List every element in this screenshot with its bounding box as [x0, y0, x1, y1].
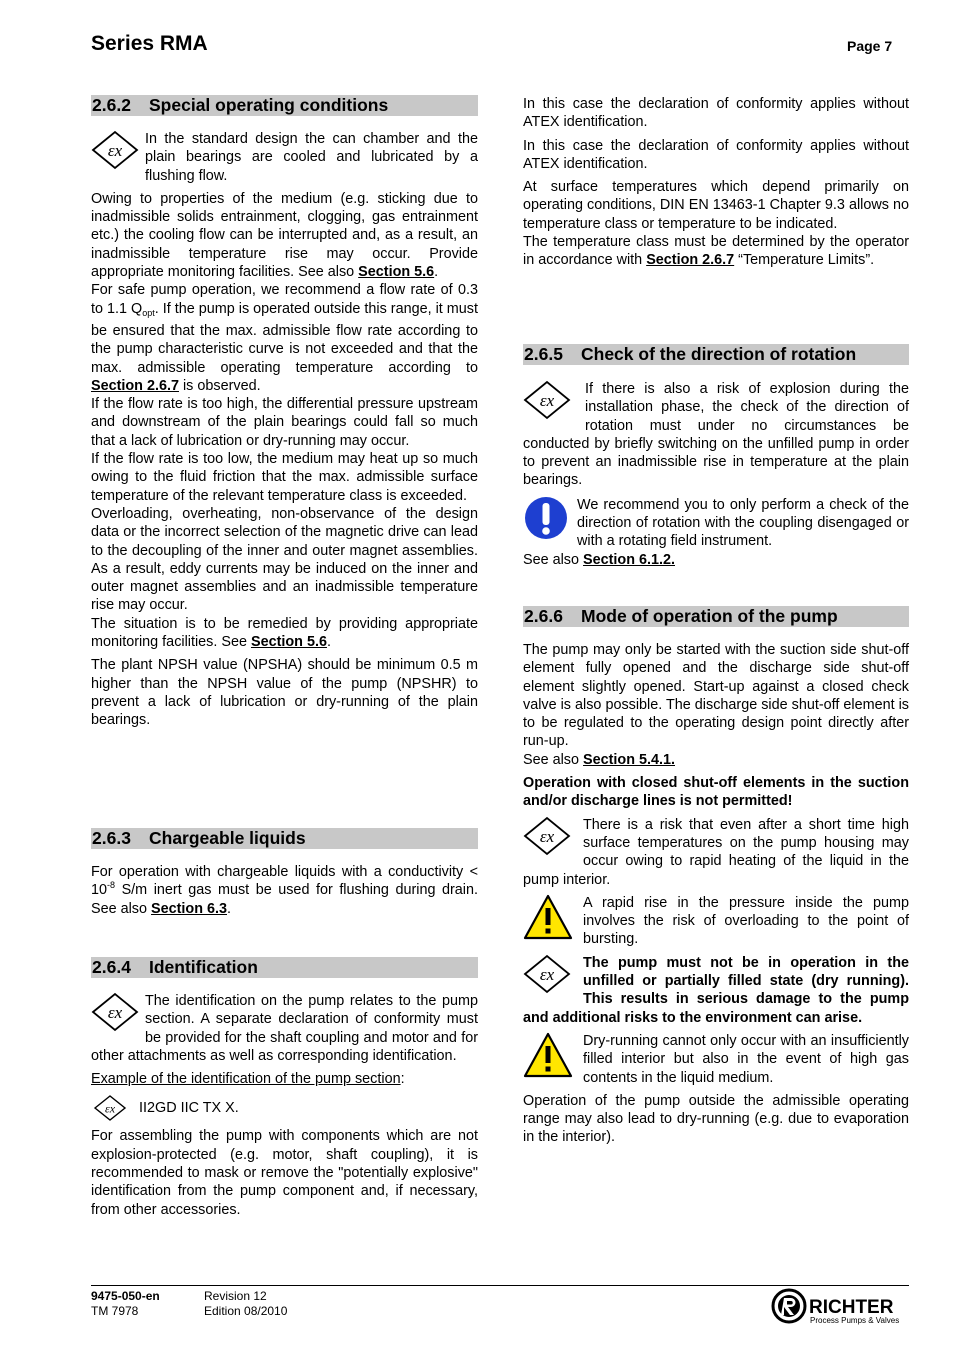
section-heading-2-6-2	[91, 95, 478, 116]
ex-note: The identification on the pump relates to the pump section. A separate declaration of conformity must be provided for the shaft coupling and motor and for other attachments as well as corresponding identification.	[91, 993, 478, 1064]
paragraph: In this case the declaration of conformity applies without ATEX identification.	[523, 96, 909, 131]
section-link[interactable]: Section 6.3	[151, 900, 227, 917]
info-icon	[523, 496, 569, 545]
left-column	[91, 95, 478, 730]
ex-marking: II2GD IIC TX X.	[139, 1100, 239, 1117]
svg-text:εx: εx	[539, 826, 555, 846]
paragraph: At surface temperatures which depend primarily on operating conditions, DIN EN 13463-1 Chapter 9.3 allows no temperature class or temperature to be indicated.	[523, 179, 909, 232]
paragraph: If the flow rate is too low, the medium may heat up so much owing to the fluid friction that the max. admissible surface temperature of the relevant temperature class is exceeded.	[91, 451, 478, 504]
example-label: Example of the identification of the pump section:	[91, 1071, 405, 1088]
paragraph: If the flow rate is too high, the differential pressure upstream and downstream of the plain bearings could fall so much that a lack of lubrication or dry-running may occur.	[91, 396, 478, 449]
section-number: 2.6.6	[524, 606, 563, 626]
section-link[interactable]: Section 5.4.1.	[583, 751, 675, 768]
paragraph: The temperature class must be determined by the operator in accordance with Section 2.6.7 “Temperature Limits”.	[523, 234, 909, 269]
ex-marking-row	[91, 1098, 478, 1122]
paragraph: In this case the declaration of conformity applies without ATEX identification.	[523, 137, 909, 172]
document-number: 9475-050-en	[91, 1289, 160, 1303]
see-also: See also Section 6.1.2.	[523, 551, 675, 568]
logo-tagline: Process Pumps & Valves	[810, 1316, 900, 1325]
footer-revision	[204, 1289, 287, 1318]
svg-text:εx: εx	[539, 391, 555, 410]
svg-text:εx: εx	[539, 964, 555, 984]
section-link[interactable]: Section 2.6.7	[646, 252, 735, 269]
section-link[interactable]: Section 5.6	[358, 264, 435, 281]
ex-note-bold: The pump must not be in operation in the unfilled or partially filled state (dry running). This results in serious damage to the pump and additional risks to the environment can arise.	[523, 954, 909, 1026]
section-number: 2.6.3	[92, 828, 131, 848]
ex-icon	[523, 380, 571, 425]
left-column-3	[91, 957, 478, 1219]
bold-warning-note: Operation with closed shut-off elements in the suction and/or discharge lines is not permitted!	[523, 775, 909, 810]
ex-note: There is a risk that even after a short time high surface temperatures on the pump housing may occur owing to rapid heating of the liquid in the pump interior.	[523, 816, 909, 888]
right-column-3	[523, 606, 909, 1147]
tm-number: TM 7978	[91, 1303, 139, 1318]
svg-text:εx: εx	[107, 141, 123, 160]
paragraph: The situation is to be remedied by providing appropriate monitoring facilities. See Section 5.6.	[91, 615, 478, 651]
ex-icon	[91, 130, 139, 175]
section-title: Chargeable liquids	[149, 828, 306, 848]
page-number: Page 7	[847, 38, 893, 54]
right-column-2	[523, 344, 909, 569]
paragraph: The pump may only be started with the suction side shut-off element fully opened and the discharge side shut-off element slightly opened. Start-up against a closed check valve is also possible. The discharge side shut-off element is to be regulated to the operating design point directly after run-up.	[523, 642, 909, 750]
paragraph: For operation with chargeable liquids with a conductivity < $10^{-8}$ S/m inert gas must be used for flushing during drain. See also Section 6.3.	[91, 864, 478, 917]
ex-note: In the standard design the can chamber and the plain bearings are cooled and lubricated by a flushing flow.	[145, 131, 478, 184]
ex-note: If there is also a risk of explosion during the installation phase, the check of the direction of rotation must under no circumstances be conducted by briefly switching on the unfilled pump in order to prevent an inadmissible rise in temperature at the plain bearings.	[523, 381, 909, 489]
richter-logo	[771, 1288, 911, 1328]
ex-icon	[91, 992, 139, 1037]
footer-docinfo	[91, 1289, 160, 1318]
section-heading-2-6-3	[91, 828, 478, 849]
section-title: Check of the direction of rotation	[581, 344, 857, 364]
warning-icon	[523, 1032, 573, 1083]
section-title: Special operating conditions	[149, 95, 389, 115]
revision: Revision 12	[204, 1289, 267, 1303]
footer-divider	[91, 1285, 909, 1286]
edition: Edition 08/2010	[204, 1303, 288, 1318]
section-heading-2-6-6	[523, 606, 909, 627]
paragraph: Owing to properties of the medium (e.g. sticking due to inadmissible solids entrainment, clogging, gas entrainment etc.) the cooling flow can be interrupted and, as a result, an inadmissible temperature rise may occur. Provide appropriate monitoring facilities. See also Section 5.6.	[91, 190, 478, 281]
ex-icon-small	[93, 1094, 127, 1127]
section-link[interactable]: Section 5.6	[250, 634, 327, 651]
warning-note: Dry-running cannot only occur with an insufficiently filled interior but also in the event of high gas contents in the liquid medium.	[583, 1032, 909, 1086]
svg-text:εx: εx	[107, 1003, 123, 1022]
warning-note: A rapid rise in the pressure inside the pump involves the risk of overloading to the point of bursting.	[583, 894, 909, 948]
series-title: Series RMA	[91, 32, 208, 55]
section-number: 2.6.5	[524, 344, 563, 364]
section-link[interactable]: Section 2.6.7	[91, 377, 179, 394]
section-number: 2.6.4	[92, 957, 131, 977]
paragraph: Overloading, overheating, non-observance of the design data or the incorrect selection of the magnetic drive can lead to the decoupling of the inner and outer magnet assemblies. As a result, eddy currents may be induced on the inner and outer magnet assemblies and an inadmissible temperature rise may occur.	[91, 505, 478, 614]
info-note: We recommend you to only perform a check of the direction of rotation with the coupling disengaged or with a rotating field instrument.	[577, 496, 909, 550]
paragraph: The plant NPSH value (NPSHA) should be minimum 0.5 m higher than the NPSH value of the pump (NPSHR) to prevent a lack of lubrication or dry-running of the plain bearings.	[91, 657, 478, 729]
right-column	[523, 95, 909, 270]
section-number: 2.6.2	[92, 95, 131, 115]
section-heading-2-6-5	[523, 344, 909, 365]
see-also: See also Section 5.4.1.	[523, 751, 675, 768]
section-title: Mode of operation of the pump	[581, 606, 838, 626]
ex-icon	[523, 954, 571, 999]
svg-text:εx: εx	[104, 1101, 116, 1116]
paragraph: Operation of the pump outside the admissible operating range may also lead to dry-running (e.g. due to evaporation in the interior).	[523, 1092, 909, 1146]
section-link[interactable]: Section 6.1.2.	[583, 551, 675, 568]
logo-wordmark: RICHTER	[809, 1297, 894, 1318]
paragraph: For assembling the pump with components which are not explosion-protected (e.g. motor, shaft coupling), it is recommended to mask or remove the "potentially explosive" identification from the pump component and, if necessary, from other accessories.	[91, 1128, 478, 1218]
warning-icon	[523, 894, 573, 945]
section-title: Identification	[149, 957, 258, 977]
left-column-2	[91, 828, 478, 918]
section-heading-2-6-4	[91, 957, 478, 978]
ex-icon	[523, 816, 571, 861]
paragraph: For safe pump operation, we recommend a flow rate of 0.3 to 1.1 $Q_{opt}$. If the pump is operated outside this range, it must be ensured that the max. admissible flow rate according to the pump characteristic curve is not exceeded and that the max. admissible operating temperature according to Section 2.6.7 is observed.	[91, 282, 478, 394]
